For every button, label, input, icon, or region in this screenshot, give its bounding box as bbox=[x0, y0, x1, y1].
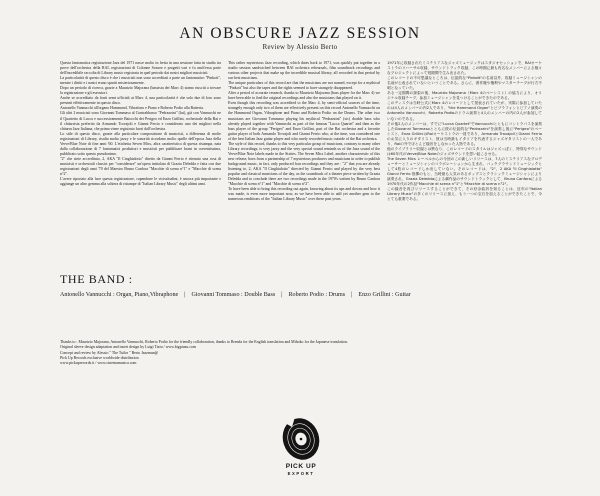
paragraph: After a period of accurate research, thanks to Maurizio Majorana (bass player for the Marc 4) we have been able to find the original recordings and also the musicians that played on it. bbox=[228, 91, 380, 101]
paragraph: Anche se accreditato da fonti semi ufficiali ai Marc 4, una particolarità è che solo due di loro sono presenti effettivamente in questo disco. bbox=[60, 96, 221, 106]
paragraph: この録音を再びリリースすることができて、その紆余曲折を知ることは、近年の"Italian Library Music"の多くのリリースに加え、もう一つの宝石を加えることができたことで、今とても重要である。 bbox=[387, 187, 542, 202]
credit-line: www.pickuprecords.it / www.cinemamusica.com bbox=[60, 361, 137, 366]
paragraph: To have been able to bring this recording out again, knowing about its ups and downs and how it was made, is even more important now, as we have been able to add yet another gem to the numerous renditions of the "Italian Library Music" over these past years. bbox=[228, 187, 380, 202]
credit-line: Thanks to : Maurizio Majorana, Antonello Vannucchi, Roberto Podio for the friendly collaboration, thanks to Brenda for the English translation and Mihoko for the Japanese translation. bbox=[60, 340, 348, 344]
band-member: Giovanni Tommaso : Double Bass bbox=[191, 292, 276, 298]
paragraph: L'avere riportato alla luce questa registrazione, capendone le vicissitudini, è ancora più importante e aggiunge un altro gemma alla schiera di ristampe di "Italian Library Music" degli ultimi anni. bbox=[60, 177, 221, 187]
band-heading: THE BAND : bbox=[60, 272, 133, 286]
paragraph: "2" che siete accreditato, 2, AKA "Il Cinghialotto" diretto da Gianni Ferrio è ritenuto una rosa di musicisti e orchestrali classici per "considerare" un'opera intitolata di Grazia Deledda e fatta con due registrazioni degli anni '70 del Maestro Bruno Canfora "Macchie di scena n°1" e "Macchie di scena n°2". bbox=[60, 156, 221, 177]
paragraph: Questa fantomatica registrazione Jazz del 1971 nasce molto in fretta in una sessione fatta in studio tra prove dell'orchestra della RAI, registrazioni di Colonne Sonore e progetti vari e fu anch'essa parte dell'incredibile raccolta di Library music registrata in quel periodo dai nostri migliori musicisti. bbox=[60, 61, 221, 76]
credits-block bbox=[60, 340, 480, 366]
band-member: Antonello Vannucchi : Organ, Piano,Vibraphone bbox=[60, 292, 179, 298]
paragraph: Gli altri 2 musicisti sono Giovanni Tommaso al Contrabbasso "Pedrazzini" (lui), già con Vannucchi ne il Quartetto di Lucca e successivamente Baiocchi dei Perigeo ed Enzo Grillini, orchestrale della Rai e il chitarrista preferito da Armando Trovajoli e Gianni Ferrio e considerato uno dei migliori nella chitarra Jazz Italiana, che prima viene registrato fuori dall'orchestra. bbox=[60, 111, 221, 131]
logo-tagline: EXPORT bbox=[287, 471, 315, 476]
credit-line: Original sleeve design adaptation and insert design by Luigi Tiziu / www.bigpiuzu.com bbox=[60, 345, 197, 350]
paragraph: その他2人のメンバーは、すでに"Lucca Quartet"でVannucchiとともにコントラバスを演奏したGiovanni Tommasoとともに彼の伝説的な"Pedrazzini"を演奏し後に"Perigeo"のベーシスト、Enzo GrilliniはRaiオーケストラの一員であり、Armando TrovajoliとGianni Ferrioのお気に入りのギタリスト、彼は当時最もイタリアを代表するジャズギタリストの一人であり、Raiの外でほとんど録音をしなかった人物である。 bbox=[387, 121, 542, 146]
japanese-review-column bbox=[387, 61, 542, 263]
paragraph: Antonello Vannucchi all'organo Hammond, Vibrafono e Piano e Roberto Podio alla Batteria. bbox=[60, 106, 204, 111]
separator: | bbox=[351, 292, 353, 298]
separator: | bbox=[184, 292, 186, 298]
review-byline: Review by Alessio Berto bbox=[262, 44, 338, 51]
paragraph: このディスクは当時公式にMarc 4のレコードとして発表されていたが、実際に参加していたのは4人のメンバーの内2人であり、"the Hammond Organ"とビブラフォンとピアノ演奏のAntonello Vannucchi、Roberto Podioのドラム演奏と4人のメンバーの内の2人が参加していないのである。 bbox=[387, 101, 542, 121]
band-member: Enzo Grillini : Guitar bbox=[358, 292, 411, 298]
credit-line: Concept and review by Alessio " The Tailor " Berto Jazzman@ bbox=[60, 350, 159, 355]
vinyl-record-icon bbox=[279, 413, 323, 463]
page-title: AN OBSCURE JAZZ SESSION bbox=[179, 25, 421, 42]
paragraph: Dopo un periodo di ricerca, grazie a Maurizio Majorana (bassista dei Marc 4) siamo riusciti a trovare la registrazione e gli esecutori. bbox=[60, 86, 221, 96]
paragraph: The unique particulars of this record are that the musicians are not named, except for a mythical "Pinkott" but also the tapes and the rights seemed to have strangely disappeared. bbox=[228, 81, 380, 91]
italian-review-column bbox=[60, 61, 221, 266]
paragraph: Lo stile di questo disco, grazie alla particolare composizione di musicisti, a differenza di molte registrazioni di Library, risulta molto jazzy e le sonorità ricordano molto quelle dell'epoca Jazz della Verve/Blue Note di fine anni '60. L'etichetta Seven Mics, altra caratteristica di questa ristampa, nata dalla collaborazione di 7 fantomatici produttori e musicisti per pubblicare brani in coerentissima, pubblicato sotto questo pseudonimo. bbox=[60, 131, 221, 156]
paragraph: ある一定期間の探索の後、Maurizio Majorana（Marc 4のベーシスト）の協力により、オリジナル収録テープ、参加ミュージシャンを見つけることができたのである。 bbox=[387, 91, 542, 101]
paragraph: The style of this record, thanks to this very particular group of musicians, contrary to many other Library recordings, is very jazzy and the very special sound reminds us of the Jazz sound of the Verve/Blue Note labels made in the Sixties. The Seven Mics Label, another characteristic of this new release, born from a partnership of 7 mysterious producers and musicians in order to publish background music, in fact, only produced four recordings and they are : "2" that you are already listening to, 2, AKA "Il Cinghialotto" directed by Gianni Ferrio and played by the very best popular and classical musicians of the day, as the soundtrack of a theater piece written by Grazia Deledda and to conclude there are two recordings made in the 1970's written by Bruno Canfora "Macchie di scena n°1" and "Macchie di scena n°2". bbox=[228, 141, 380, 187]
paragraph: 他のライブラリー収録とは異なり、このレコードのスタイルはジャズっぽく、特別なサウンドは60年代のVerve/Blue Noteのジャズサウンドを思い起こさせる。 bbox=[387, 146, 542, 156]
english-review-column bbox=[228, 61, 380, 268]
paragraph: 1971年に収録されたミステリアスなジャズミュージックはスタジオセッションで、RAIオーケストラのリハーサル収録、サウンドトラック収録、この時期に最も有名なメンバーによる様々なプロジェクトによって短期間で生み出された。 bbox=[387, 61, 542, 76]
logo-wordmark: PICK UP bbox=[285, 463, 317, 470]
band-member: Roberto Podio : Drums bbox=[288, 292, 346, 298]
pick-up-export-logo bbox=[279, 413, 323, 483]
paragraph: このレコードの不可思議なところは、伝説的な"Pinkott"の名前以外、収録ミュージシャンの名前が公表されていないということである。さらに、著作権や権利やマスターテープが行方不明となっていた。 bbox=[387, 76, 542, 91]
separator: | bbox=[281, 292, 283, 298]
credit-line: Pick Up Records exclusive worldwide distribution bbox=[60, 355, 139, 360]
paragraph: This rather mysterious Jazz recording, which dates back to 1971, was quickly put together in a studio session sandwiched between RAI orchestra rehearsals, film soundtrack recordings and various other projects that make up the incredible musical library, all recorded in that period by our best musicians. bbox=[228, 61, 380, 81]
paragraph: Even though this recording was accredited to the Marc 4, by semi-official sources of the time, strangely enough only two of them are effectively present on this record Antonello Vannucchi on the Hammond Organ, Vibraphone and Piano and Roberto Podio on the Drums. The other two musicians are Giovanni Tommaso playing his mythical "Pedrazzini" (sic) double bass who already played together with Vannucchi as part of the famous "Lucca Quartet" and then as the bass player of the group "Perigeo" and Enzo Grillini, part of the Rai orchestra and a favorite guitar player of both Armando Trovajoli and Gianni Ferrio who, at the time, was considered one of the best Italian Jazz guitar player and who rarely recorded music outside of the Rai orchestra. bbox=[228, 101, 380, 141]
paragraph: La particolarità di questo disco è che i musicisti non sono accreditati a parte un fantomatico "Pinkott", mentre i diritti e i nastri erano spariti misteriosamente. bbox=[60, 76, 221, 86]
paragraph: The Seven Mics レーベルからの今回のこの新しいリリースは、7人のミステリアスなプロデューサーとミュージシャンのコラボレーションから生まれ、バックグラウンドミュージックとして4枚のレコードしか出していない。そのレコードは、"2"、2 AKA "Il Cinghialotto" Gianni Ferrio 指揮のもと、当時最も人気のあるポップスとクラシックミュージシャンにより演奏され、Grazia Deleddaによる劇作品のサウンドトラックとして、Bruno Canforaによる1970年代の2作品"Macchie di scena n°1"と"Macchie di scena n°2"。 bbox=[387, 156, 542, 187]
band-members bbox=[60, 292, 550, 298]
